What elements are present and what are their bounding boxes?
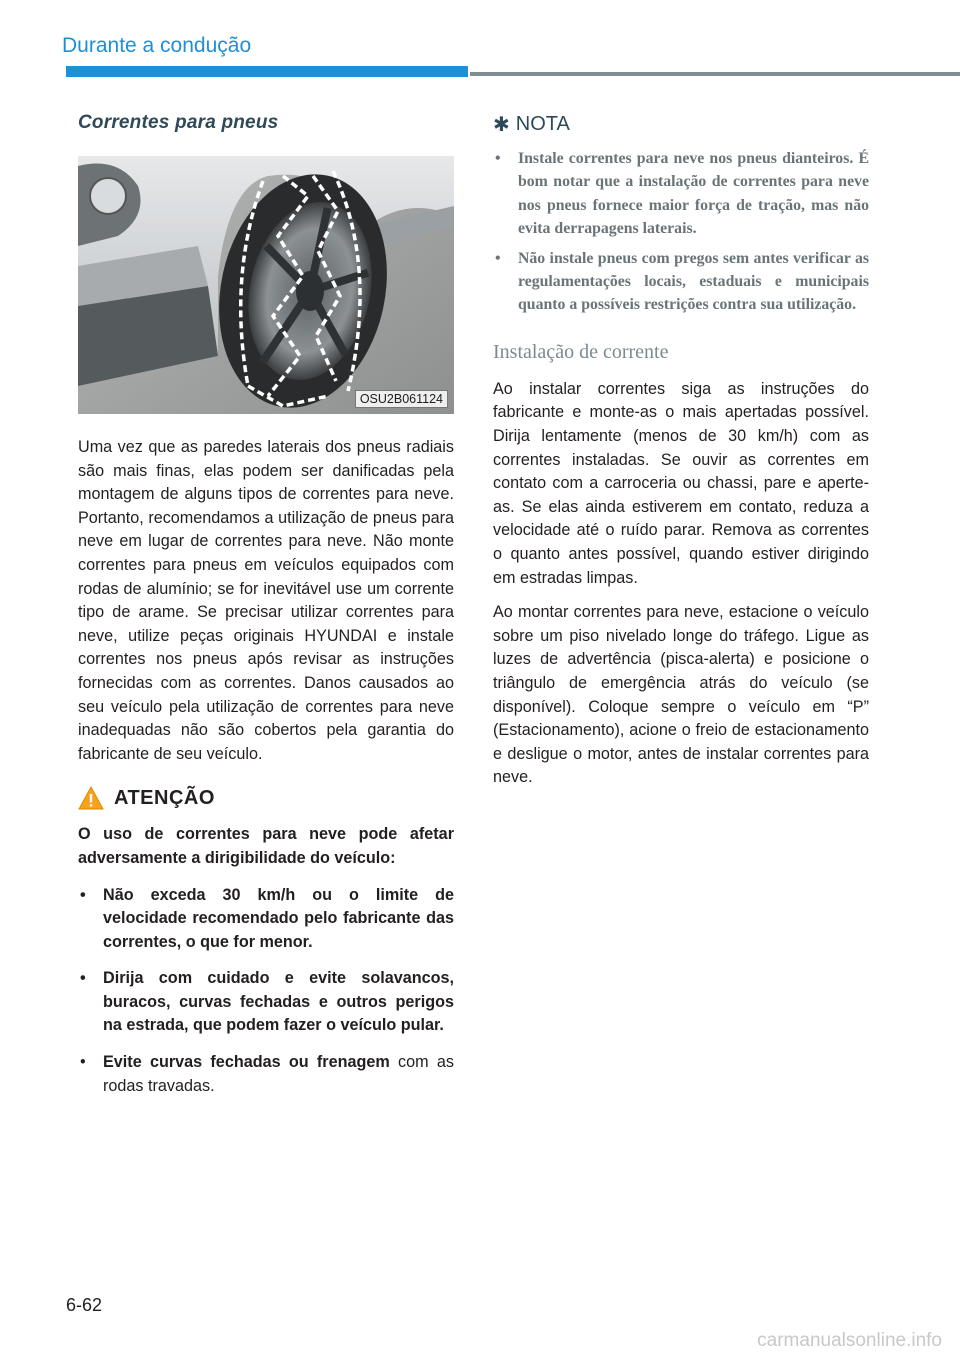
installation-paragraph-1: Ao instalar correntes siga as instruções do fabricante e monte-as o mais apertadas possível. Dirija lentamente (menos de 30 km/h) com as correntes instaladas. Se ouvir as correntes em contato com a carroceria ou chassi, pare e aperte-as. Se elas ainda estiverem em contato, reduza a velocidade até o ruído parar. Remova as correntes o quanto antes possível, quando estiver dirigindo em estradas limpas. bbox=[493, 379, 869, 587]
left-column bbox=[78, 112, 454, 1111]
header-title: Durante a condução bbox=[62, 34, 252, 57]
nota-header bbox=[493, 112, 869, 137]
warning-title: ATENÇÃO bbox=[114, 786, 215, 809]
warning-list bbox=[78, 884, 454, 1099]
nota-title: NOTA bbox=[515, 113, 570, 135]
list-item bbox=[78, 1051, 454, 1098]
list-item: • Instale correntes para neve nos pneus dianteiros. É bom notar que a instalação de correntes para neve nos pneus fornece maior força de tração, mas não evita derrapagens laterais. bbox=[493, 147, 869, 241]
nota-list bbox=[493, 147, 869, 317]
list-item-bold: Evite curvas fechadas ou frenagem bbox=[103, 1053, 390, 1072]
list-item-rest: com as rodas travadas. bbox=[103, 1053, 454, 1095]
tire-chain-illustration bbox=[78, 156, 454, 414]
list-item: • Dirija com cuidado e evite solavancos, buracos, curvas fechadas e outros perigos na estrada, que podem fazer o veículo pular. bbox=[78, 967, 454, 1038]
right-column bbox=[493, 112, 869, 790]
warning-header bbox=[78, 786, 454, 810]
section-title: Correntes para pneus bbox=[78, 112, 279, 133]
warning-icon bbox=[78, 786, 104, 810]
list-item: • Não instale pneus com pregos sem antes verificar as regulamentações locais, estaduais e municipais quanto a possíveis restrições contra sua utilização. bbox=[493, 247, 869, 317]
header-rule-gray bbox=[470, 72, 960, 76]
tire-chain-photo bbox=[78, 156, 454, 414]
page-number: 6-62 bbox=[66, 1295, 103, 1315]
list-item: • Não exceda 30 km/h ou o limite de velocidade recomendado pelo fabricante das correntes, o que for menor. bbox=[78, 884, 454, 955]
watermark: carmanualsonline.info bbox=[757, 1330, 942, 1351]
warning-intro: O uso de correntes para neve pode afetar adversamente a dirigibilidade do veículo: bbox=[78, 825, 454, 867]
installation-paragraph-2: Ao montar correntes para neve, estacione o veículo sobre um piso nivelado longe do tráfego. Ligue as luzes de advertência (pisca-alerta) e posicione o triângulo de emergência atrás do veículo (se disponível). Coloque sempre o veículo em “P” (Estacionamento), acione o freio de estacionamento e desligue o motor, antes de instalar correntes para neve. bbox=[493, 603, 869, 787]
image-code-label: OSU2B061124 bbox=[355, 390, 448, 408]
header-rule-blue bbox=[66, 66, 468, 77]
chains-paragraph: Uma vez que as paredes laterais dos pneus radiais são mais finas, elas podem ser danificadas pela montagem de alguns tipos de correntes para neve. Portanto, recomendamos a utilização de pneus para neve em lugar de correntes para neve. Não monte correntes para pneus em veículos equipados com rodas de alumínio; se for inevitável use um corrente tipo de arame. Se precisar utilizar correntes para neve, utilize peças originais HYUNDAI e instale correntes nos pneus após revisar as instruções fornecidas com as correntes. Danos causados ao seu veículo pela utilização de correntes para neve inadequadas não são cobertos pela garantia do fabricante de seu veículo. bbox=[78, 438, 454, 763]
subsection-title: Instalação de corrente bbox=[493, 340, 669, 363]
asterisk-icon: ✱ bbox=[493, 114, 510, 136]
